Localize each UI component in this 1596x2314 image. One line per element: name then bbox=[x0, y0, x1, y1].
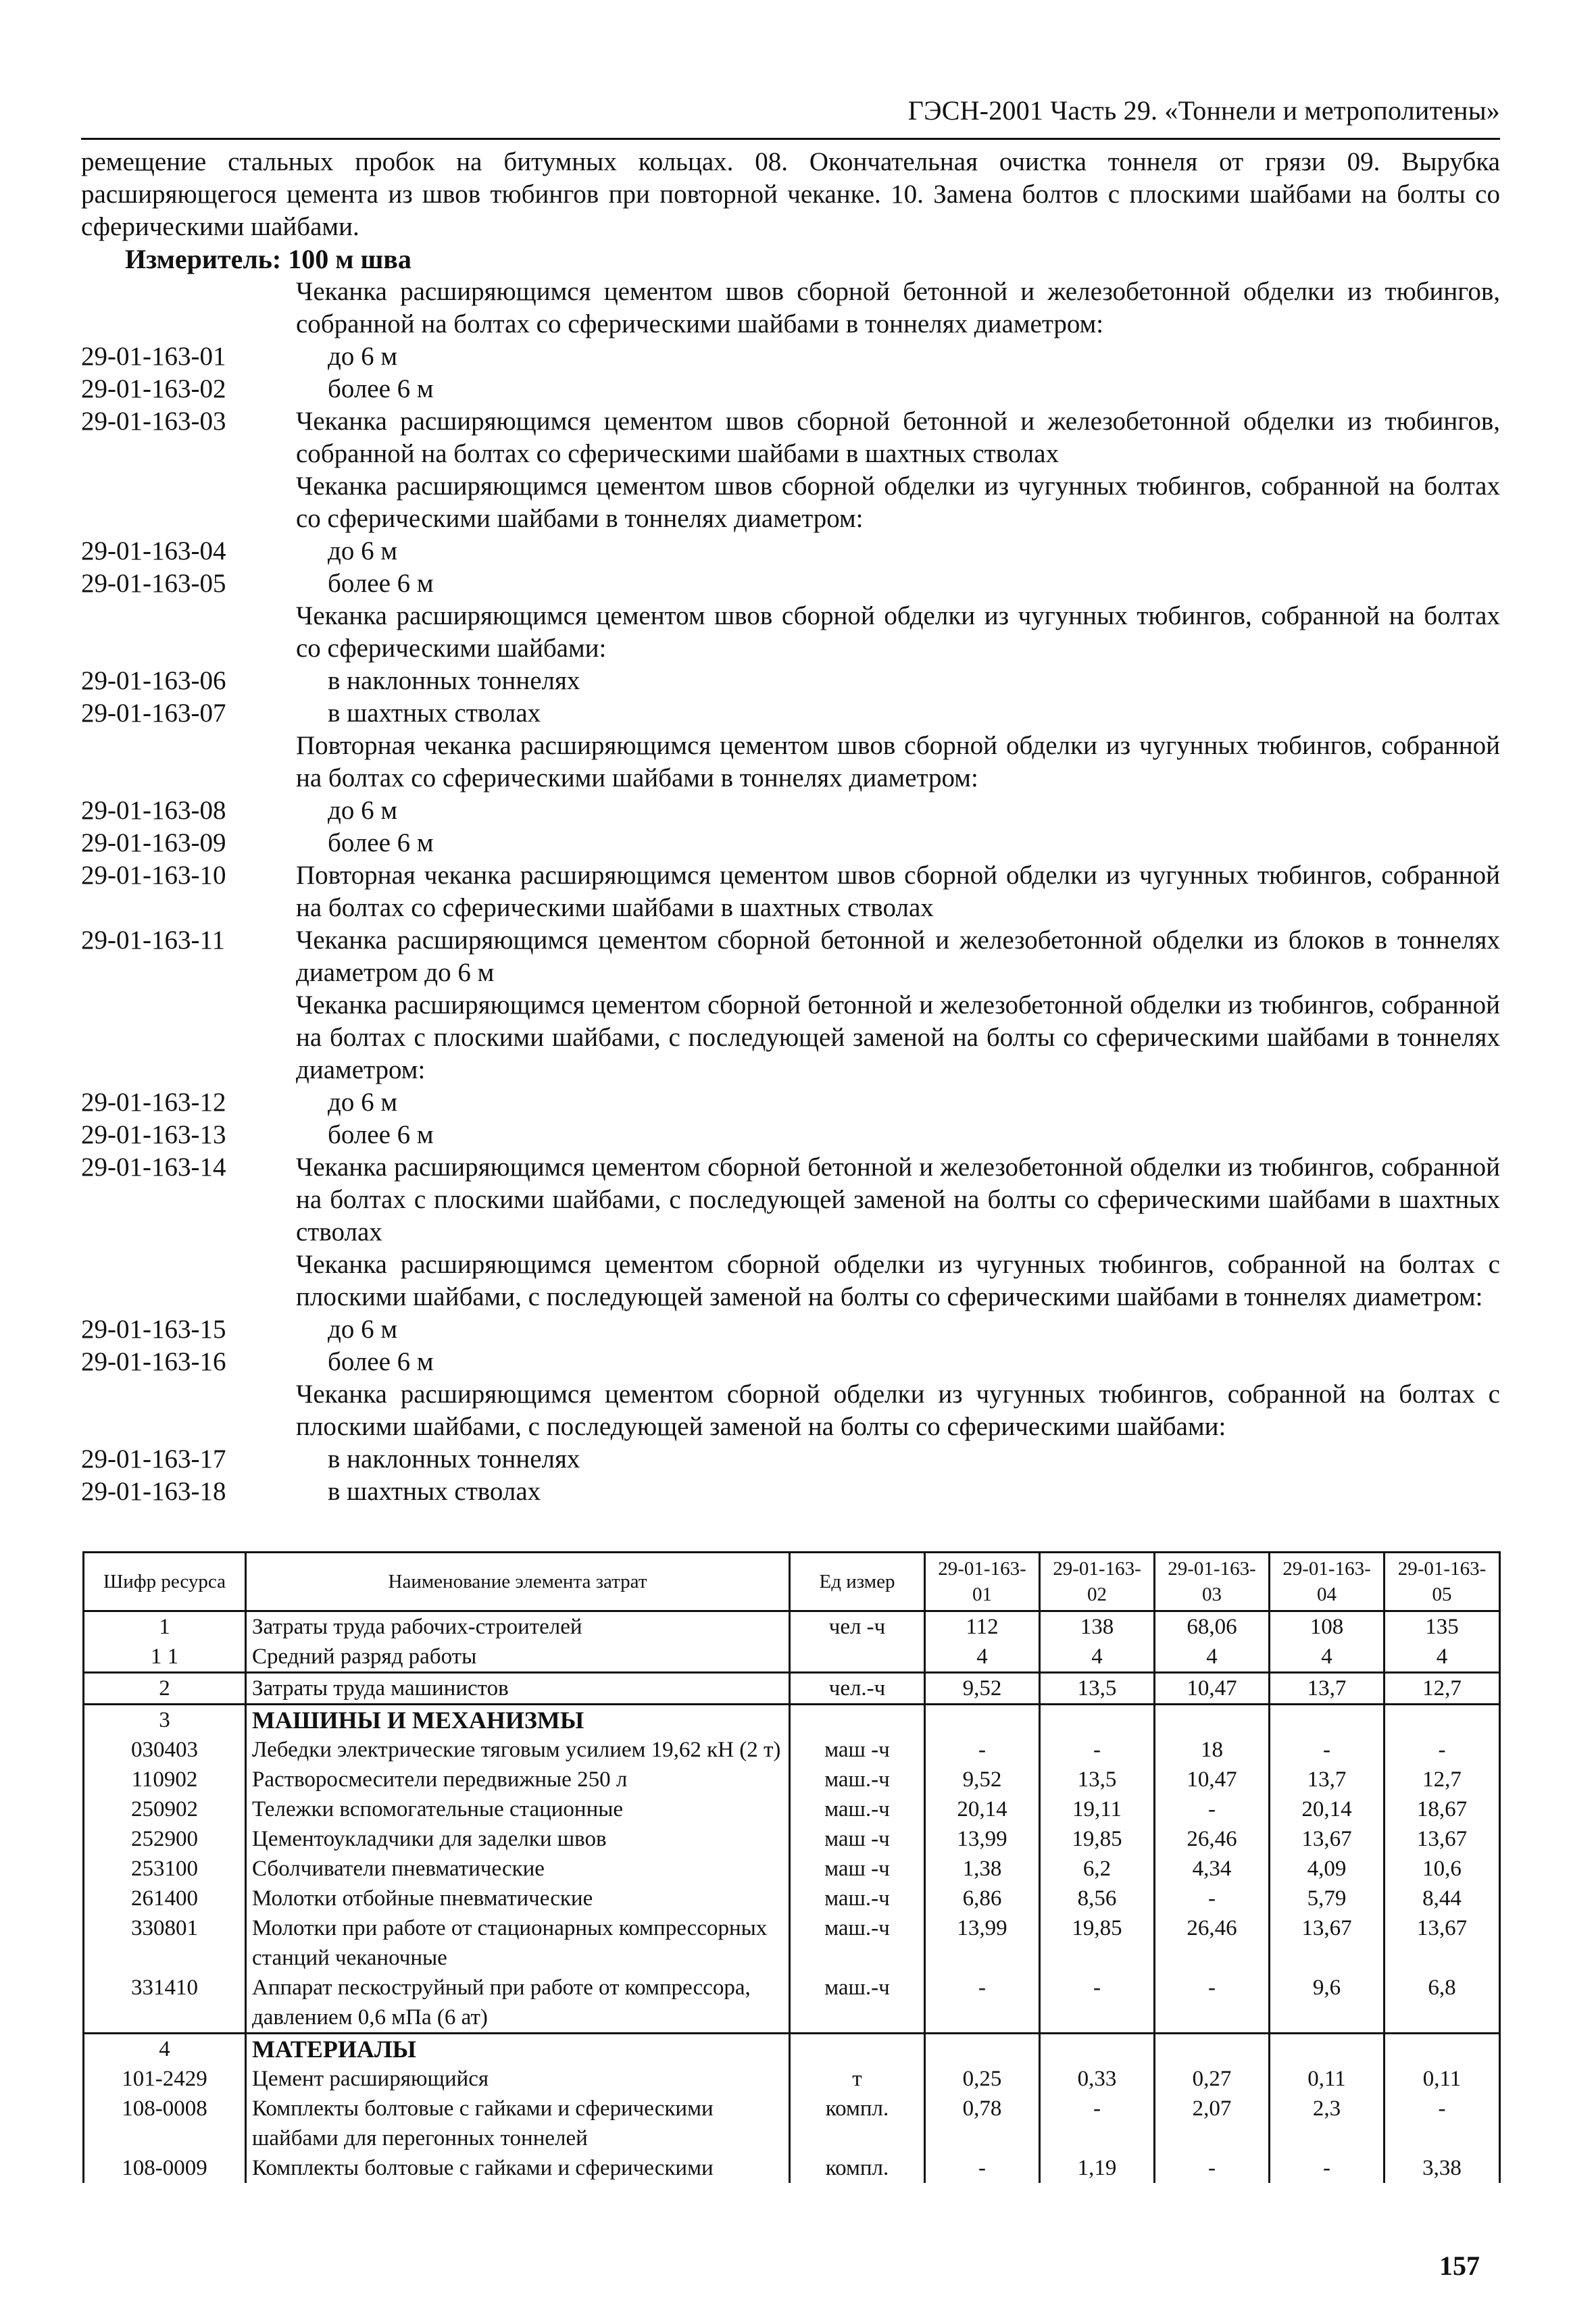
resource-code: 101-2429 bbox=[84, 2064, 246, 2094]
resource-value: 12,7 bbox=[1385, 1765, 1500, 1794]
header-unit: Ед измер bbox=[790, 1553, 925, 1611]
resource-name: Молотки при работе от стационарных компрессорных станций чеканочные bbox=[246, 1913, 790, 1973]
resource-value: - bbox=[925, 1735, 1040, 1765]
resource-value: 18,67 bbox=[1385, 1794, 1500, 1824]
table-row bbox=[84, 1824, 1500, 1854]
resource-value: 20,14 bbox=[1270, 1794, 1385, 1824]
table-row bbox=[84, 1854, 1500, 1884]
norm-entry bbox=[81, 373, 1500, 405]
table-row bbox=[84, 2064, 1500, 2094]
resource-value: 6,8 bbox=[1385, 1973, 1500, 2034]
norm-code: 29-01-163-16 bbox=[81, 1347, 226, 1376]
norm-entry bbox=[81, 989, 1500, 1086]
resource-value: 13,99 bbox=[925, 1824, 1040, 1854]
norm-entry bbox=[81, 730, 1500, 795]
resource-value: 6,2 bbox=[1040, 1854, 1155, 1884]
resource-code: 330801 bbox=[84, 1913, 246, 1973]
norm-entry bbox=[81, 470, 1500, 535]
header-col-5: 29-01-163-05 bbox=[1385, 1553, 1500, 1611]
norm-code: 29-01-163-02 bbox=[81, 374, 226, 403]
resource-code: 030403 bbox=[84, 1735, 246, 1765]
resource-value: 0,11 bbox=[1385, 2064, 1500, 2094]
resource-value bbox=[1270, 1705, 1385, 1736]
resource-code: 1 1 bbox=[84, 1642, 246, 1673]
resource-value: 13,7 bbox=[1270, 1673, 1385, 1705]
resource-code: 108-0008 bbox=[84, 2094, 246, 2153]
resource-code: 4 bbox=[84, 2034, 246, 2065]
resource-value: 0,78 bbox=[925, 2094, 1040, 2153]
page-number: 157 bbox=[1439, 2250, 1480, 2281]
resource-unit: компл. bbox=[790, 2153, 925, 2183]
resource-value: - bbox=[925, 1973, 1040, 2034]
header-col-4: 29-01-163-04 bbox=[1270, 1553, 1385, 1611]
norm-description: Чеканка расширяющимся цементом сборной обделки из чугунных тюбингов, собранной на болтах с плоскими шайбами, с последующей заменой на болты со сферическими шайбами: bbox=[296, 1380, 1500, 1441]
table-row bbox=[84, 1884, 1500, 1913]
resource-value: 13,7 bbox=[1270, 1765, 1385, 1794]
resource-value: - bbox=[925, 2153, 1040, 2183]
resource-name: МАТЕРИАЛЫ bbox=[246, 2034, 790, 2065]
table-row bbox=[84, 1673, 1500, 1705]
table-row bbox=[84, 1735, 1500, 1765]
resource-code: 1 bbox=[84, 1611, 246, 1642]
resource-value: - bbox=[1155, 1973, 1270, 2034]
resource-value: 9,52 bbox=[925, 1765, 1040, 1794]
norm-code: 29-01-163-07 bbox=[81, 699, 226, 728]
norm-code: 29-01-163-04 bbox=[81, 536, 226, 565]
table-row bbox=[84, 1611, 1500, 1642]
header-col-3: 29-01-163-03 bbox=[1155, 1553, 1270, 1611]
resource-value: 112 bbox=[925, 1611, 1040, 1642]
resource-name: Затраты труда рабочих-строителей bbox=[246, 1611, 790, 1642]
resource-unit bbox=[790, 1642, 925, 1673]
resource-unit: маш.-ч bbox=[790, 1973, 925, 2034]
norm-entry bbox=[81, 697, 1500, 730]
resource-value: - bbox=[1040, 2094, 1155, 2153]
header-name: Наименование элемента затрат bbox=[246, 1553, 790, 1611]
resource-value: - bbox=[1270, 2153, 1385, 2183]
resource-value: 4 bbox=[1385, 1642, 1500, 1673]
resource-name: Цементоукладчики для заделки швов bbox=[246, 1824, 790, 1854]
resource-value: - bbox=[1040, 1735, 1155, 1765]
header-col-2: 29-01-163-02 bbox=[1040, 1553, 1155, 1611]
resource-value: 18 bbox=[1155, 1735, 1270, 1765]
resource-value: 1,38 bbox=[925, 1854, 1040, 1884]
norm-code: 29-01-163-15 bbox=[81, 1315, 226, 1344]
norm-description: Чеканка расширяющимся цементом швов сборной бетонной и железобетонной обделки из тюбингов, собранной на болтах со сферическими шайбами в шахтных стволах bbox=[296, 407, 1500, 468]
resource-value: 10,47 bbox=[1155, 1765, 1270, 1794]
resource-value: 12,7 bbox=[1385, 1673, 1500, 1705]
table-body bbox=[84, 1611, 1500, 2184]
table-header-row bbox=[84, 1553, 1500, 1611]
norm-code: 29-01-163-06 bbox=[81, 666, 226, 695]
norm-code: 29-01-163-08 bbox=[81, 796, 226, 825]
resource-code: 250902 bbox=[84, 1794, 246, 1824]
resource-value: 20,14 bbox=[925, 1794, 1040, 1824]
resource-value: 13,67 bbox=[1270, 1913, 1385, 1973]
resource-value bbox=[1385, 2034, 1500, 2065]
resource-value: 4,34 bbox=[1155, 1854, 1270, 1884]
resource-code: 252900 bbox=[84, 1824, 246, 1854]
resource-code: 2 bbox=[84, 1673, 246, 1705]
norm-entry bbox=[81, 859, 1500, 924]
resource-unit: маш -ч bbox=[790, 1824, 925, 1854]
norm-description: до 6 м bbox=[328, 1315, 398, 1344]
resource-value: 4 bbox=[1155, 1642, 1270, 1673]
resource-value: 1,19 bbox=[1040, 2153, 1155, 2183]
norm-entry bbox=[81, 568, 1500, 600]
table-row bbox=[84, 1794, 1500, 1824]
resource-value: 13,67 bbox=[1270, 1824, 1385, 1854]
norm-code: 29-01-163-12 bbox=[81, 1088, 226, 1117]
resource-value: 2,3 bbox=[1270, 2094, 1385, 2153]
norm-description: Чеканка расширяющимся цементом швов сборной обделки из чугунных тюбингов, собранной на болтах со сферическими шайбами: bbox=[296, 601, 1500, 663]
norm-description: до 6 м bbox=[328, 796, 398, 825]
resource-unit: чел.-ч bbox=[790, 1673, 925, 1705]
resource-value: 108 bbox=[1270, 1611, 1385, 1642]
resource-value: 8,44 bbox=[1385, 1884, 1500, 1913]
measure-unit: Измеритель: 100 м шва bbox=[125, 244, 412, 274]
resource-value bbox=[1155, 1705, 1270, 1736]
resource-value: - bbox=[1155, 1794, 1270, 1824]
norm-description: более 6 м bbox=[328, 569, 434, 598]
header-code: Шифр ресурса bbox=[84, 1553, 246, 1611]
resource-value: 19,85 bbox=[1040, 1913, 1155, 1973]
norm-entry bbox=[81, 1151, 1500, 1249]
norm-description: до 6 м bbox=[328, 536, 398, 565]
section-row bbox=[84, 2034, 1500, 2065]
resource-unit: чел -ч bbox=[790, 1611, 925, 1642]
norm-description: Чеканка расширяющимся цементом сборной обделки из чугунных тюбингов, собранной на болтах с плоскими шайбами, с последующей заменой на болты со сферическими шайбами в тоннелях диаметром: bbox=[296, 1250, 1500, 1311]
resource-value: 13,67 bbox=[1385, 1913, 1500, 1973]
intro-paragraph: ремещение стальных пробок на битумных кольцах. 08. Окончательная очистка тоннеля от грязи 09. Вырубка расширяющегося цемента из швов тюбингов при повторной чеканке. 10. Замена болтов с плоскими шайбами на болты со сферическими шайбами. bbox=[81, 147, 1500, 241]
resource-code: 261400 bbox=[84, 1884, 246, 1913]
norm-description: Повторная чеканка расширяющимся цементом швов сборной обделки из чугунных тюбингов, собранной на болтах со сферическими шайбами в тоннелях диаметром: bbox=[296, 731, 1500, 793]
norm-entry bbox=[81, 665, 1500, 697]
resource-value: - bbox=[1385, 2094, 1500, 2153]
resource-value: 135 bbox=[1385, 1611, 1500, 1642]
resource-value bbox=[1040, 1705, 1155, 1736]
norm-description: Чеканка расширяющимся цементом швов сборной бетонной и железобетонной обделки из тюбингов, собранной на болтах со сферическими шайбами в тоннелях диаметром: bbox=[296, 277, 1500, 338]
norm-entry bbox=[81, 1378, 1500, 1443]
norm-code: 29-01-163-03 bbox=[81, 407, 226, 436]
norm-entry bbox=[81, 600, 1500, 665]
resource-unit bbox=[790, 1705, 925, 1736]
resource-code: 331410 bbox=[84, 1973, 246, 2034]
resource-unit: маш -ч bbox=[790, 1735, 925, 1765]
resource-name: Сболчиватели пневматические bbox=[246, 1854, 790, 1884]
resource-value: 4 bbox=[1270, 1642, 1385, 1673]
norm-code: 29-01-163-14 bbox=[81, 1153, 226, 1182]
norm-description: Чеканка расширяющимся цементом сборной бетонной и железобетонной обделки из тюбингов, собранной на болтах с плоскими шайбами, с последующей заменой на болты со сферическими шайбами в тоннелях диаметром: bbox=[296, 990, 1500, 1084]
resource-value: 9,6 bbox=[1270, 1973, 1385, 2034]
resource-table bbox=[82, 1551, 1501, 2183]
norm-description: в наклонных тоннелях bbox=[328, 666, 580, 695]
resource-value: 19,85 bbox=[1040, 1824, 1155, 1854]
resource-unit: маш -ч bbox=[790, 1854, 925, 1884]
table-row bbox=[84, 2153, 1500, 2183]
resource-unit: маш.-ч bbox=[790, 1765, 925, 1794]
norm-description: более 6 м bbox=[328, 1347, 434, 1376]
resource-unit: компл. bbox=[790, 2094, 925, 2153]
norm-description: Повторная чеканка расширяющимся цементом швов сборной обделки из чугунных тюбингов, собранной на болтах со сферическими шайбами в шахтных стволах bbox=[296, 861, 1500, 922]
resource-value: - bbox=[1270, 1735, 1385, 1765]
resource-value bbox=[1155, 2034, 1270, 2065]
norm-code: 29-01-163-17 bbox=[81, 1444, 226, 1474]
norm-code: 29-01-163-13 bbox=[81, 1120, 226, 1149]
header-rule bbox=[81, 138, 1500, 140]
norm-description: в наклонных тоннелях bbox=[328, 1444, 580, 1474]
resource-value: - bbox=[1385, 1735, 1500, 1765]
norm-code: 29-01-163-18 bbox=[81, 1477, 226, 1506]
norm-entry bbox=[81, 1346, 1500, 1378]
resource-name: Средний разряд работы bbox=[246, 1642, 790, 1673]
norm-entry bbox=[81, 1119, 1500, 1151]
norm-entry bbox=[81, 1476, 1500, 1508]
norm-code: 29-01-163-01 bbox=[81, 342, 226, 371]
resource-value: 68,06 bbox=[1155, 1611, 1270, 1642]
resource-name: Цемент расширяющийся bbox=[246, 2064, 790, 2094]
table-row bbox=[84, 1973, 1500, 2034]
norm-description: до 6 м bbox=[328, 1088, 398, 1117]
norm-entry bbox=[81, 535, 1500, 568]
table-row bbox=[84, 1642, 1500, 1673]
norm-code: 29-01-163-09 bbox=[81, 828, 226, 857]
resource-name: Лебедки электрические тяговым усилием 19,62 кН (2 т) bbox=[246, 1735, 790, 1765]
resource-code: 3 bbox=[84, 1705, 246, 1736]
resource-value: 10,6 bbox=[1385, 1854, 1500, 1884]
norm-entry bbox=[81, 341, 1500, 373]
resource-code: 253100 bbox=[84, 1854, 246, 1884]
norm-description: в шахтных стволах bbox=[328, 699, 541, 728]
resource-value bbox=[925, 1705, 1040, 1736]
resource-value: 13,67 bbox=[1385, 1824, 1500, 1854]
resource-value: 19,11 bbox=[1040, 1794, 1155, 1824]
resource-name: Растворосмесители передвижные 250 л bbox=[246, 1765, 790, 1794]
resource-value: 5,79 bbox=[1270, 1884, 1385, 1913]
resource-value: - bbox=[1040, 1973, 1155, 2034]
table-row bbox=[84, 1913, 1500, 1973]
norm-description: Чеканка расширяющимся цементом сборной бетонной и железобетонной обделки из тюбингов, собранной на болтах с плоскими шайбами, с последующей заменой на болты со сферическими шайбами в шахтных стволах bbox=[296, 1153, 1500, 1247]
header-col-1: 29-01-163-01 bbox=[925, 1553, 1040, 1611]
norm-description: в шахтных стволах bbox=[328, 1477, 541, 1506]
resource-name: Затраты труда машинистов bbox=[246, 1673, 790, 1705]
norm-code: 29-01-163-10 bbox=[81, 861, 226, 890]
resource-value bbox=[1270, 2034, 1385, 2065]
section-row bbox=[84, 1705, 1500, 1736]
resource-value: 0,25 bbox=[925, 2064, 1040, 2094]
norm-entry bbox=[81, 924, 1500, 989]
resource-name: Тележки вспомогательные стационные bbox=[246, 1794, 790, 1824]
resource-value: 0,27 bbox=[1155, 2064, 1270, 2094]
norm-entry bbox=[81, 1313, 1500, 1346]
resource-value: 2,07 bbox=[1155, 2094, 1270, 2153]
norm-entry bbox=[81, 1249, 1500, 1313]
norm-description: Чеканка расширяющимся цементом швов сборной обделки из чугунных тюбингов, собранной на болтах со сферическими шайбами в тоннелях диаметром: bbox=[296, 472, 1500, 533]
resource-value: 4,09 bbox=[1270, 1854, 1385, 1884]
resource-name: Аппарат пескоструйный при работе от компрессора, давлением 0,6 мПа (6 ат) bbox=[246, 1973, 790, 2034]
resource-name: Комплекты болтовые с гайками и сферическими шайбами для перегонных тоннелей bbox=[246, 2094, 790, 2153]
norm-description: более 6 м bbox=[328, 828, 434, 857]
resource-value: - bbox=[1155, 1884, 1270, 1913]
resource-value: 13,5 bbox=[1040, 1765, 1155, 1794]
resource-value: 0,11 bbox=[1270, 2064, 1385, 2094]
norm-description: более 6 м bbox=[328, 1120, 434, 1149]
resource-value: 4 bbox=[925, 1642, 1040, 1673]
norm-code: 29-01-163-11 bbox=[81, 926, 226, 955]
resource-name: Комплекты болтовые с гайками и сферическими bbox=[246, 2153, 790, 2183]
resource-value: 4 bbox=[1040, 1642, 1155, 1673]
resource-value: 3,38 bbox=[1385, 2153, 1500, 2183]
norm-entries-list bbox=[81, 276, 1500, 1508]
norm-entry bbox=[81, 795, 1500, 827]
norm-description: Чеканка расширяющимся цементом сборной бетонной и железобетонной обделки из блоков в тоннелях диаметром до 6 м bbox=[296, 926, 1500, 987]
table-row bbox=[84, 1765, 1500, 1794]
resource-value: 13,5 bbox=[1040, 1673, 1155, 1705]
resource-unit: маш.-ч bbox=[790, 1884, 925, 1913]
resource-unit: маш.-ч bbox=[790, 1913, 925, 1973]
norm-entry bbox=[81, 1086, 1500, 1119]
resource-value bbox=[1040, 2034, 1155, 2065]
resource-value: 6,86 bbox=[925, 1884, 1040, 1913]
norm-entry bbox=[81, 405, 1500, 470]
resource-value: 26,46 bbox=[1155, 1824, 1270, 1854]
resource-value: 0,33 bbox=[1040, 2064, 1155, 2094]
resource-unit: т bbox=[790, 2064, 925, 2094]
resource-value: 10,47 bbox=[1155, 1673, 1270, 1705]
resource-value bbox=[925, 2034, 1040, 2065]
resource-value: 8,56 bbox=[1040, 1884, 1155, 1913]
norm-entry bbox=[81, 276, 1500, 341]
resource-name: Молотки отбойные пневматические bbox=[246, 1884, 790, 1913]
norm-entry bbox=[81, 827, 1500, 859]
resource-code: 108-0009 bbox=[84, 2153, 246, 2183]
norm-description: более 6 м bbox=[328, 374, 434, 403]
resource-value: - bbox=[1155, 2153, 1270, 2183]
resource-value: 138 bbox=[1040, 1611, 1155, 1642]
table-row bbox=[84, 2094, 1500, 2153]
norm-description: до 6 м bbox=[328, 342, 398, 371]
resource-unit bbox=[790, 2034, 925, 2065]
norm-entry bbox=[81, 1443, 1500, 1476]
resource-value: 26,46 bbox=[1155, 1913, 1270, 1973]
running-title: ГЭСН-2001 Часть 29. «Тоннели и метрополитены» bbox=[907, 95, 1500, 126]
norm-code: 29-01-163-05 bbox=[81, 569, 226, 598]
resource-value: 13,99 bbox=[925, 1913, 1040, 1973]
resource-code: 110902 bbox=[84, 1765, 246, 1794]
resource-name: МАШИНЫ И МЕХАНИЗМЫ bbox=[246, 1705, 790, 1736]
resource-unit: маш.-ч bbox=[790, 1794, 925, 1824]
resource-value: 9,52 bbox=[925, 1673, 1040, 1705]
resource-value bbox=[1385, 1705, 1500, 1736]
